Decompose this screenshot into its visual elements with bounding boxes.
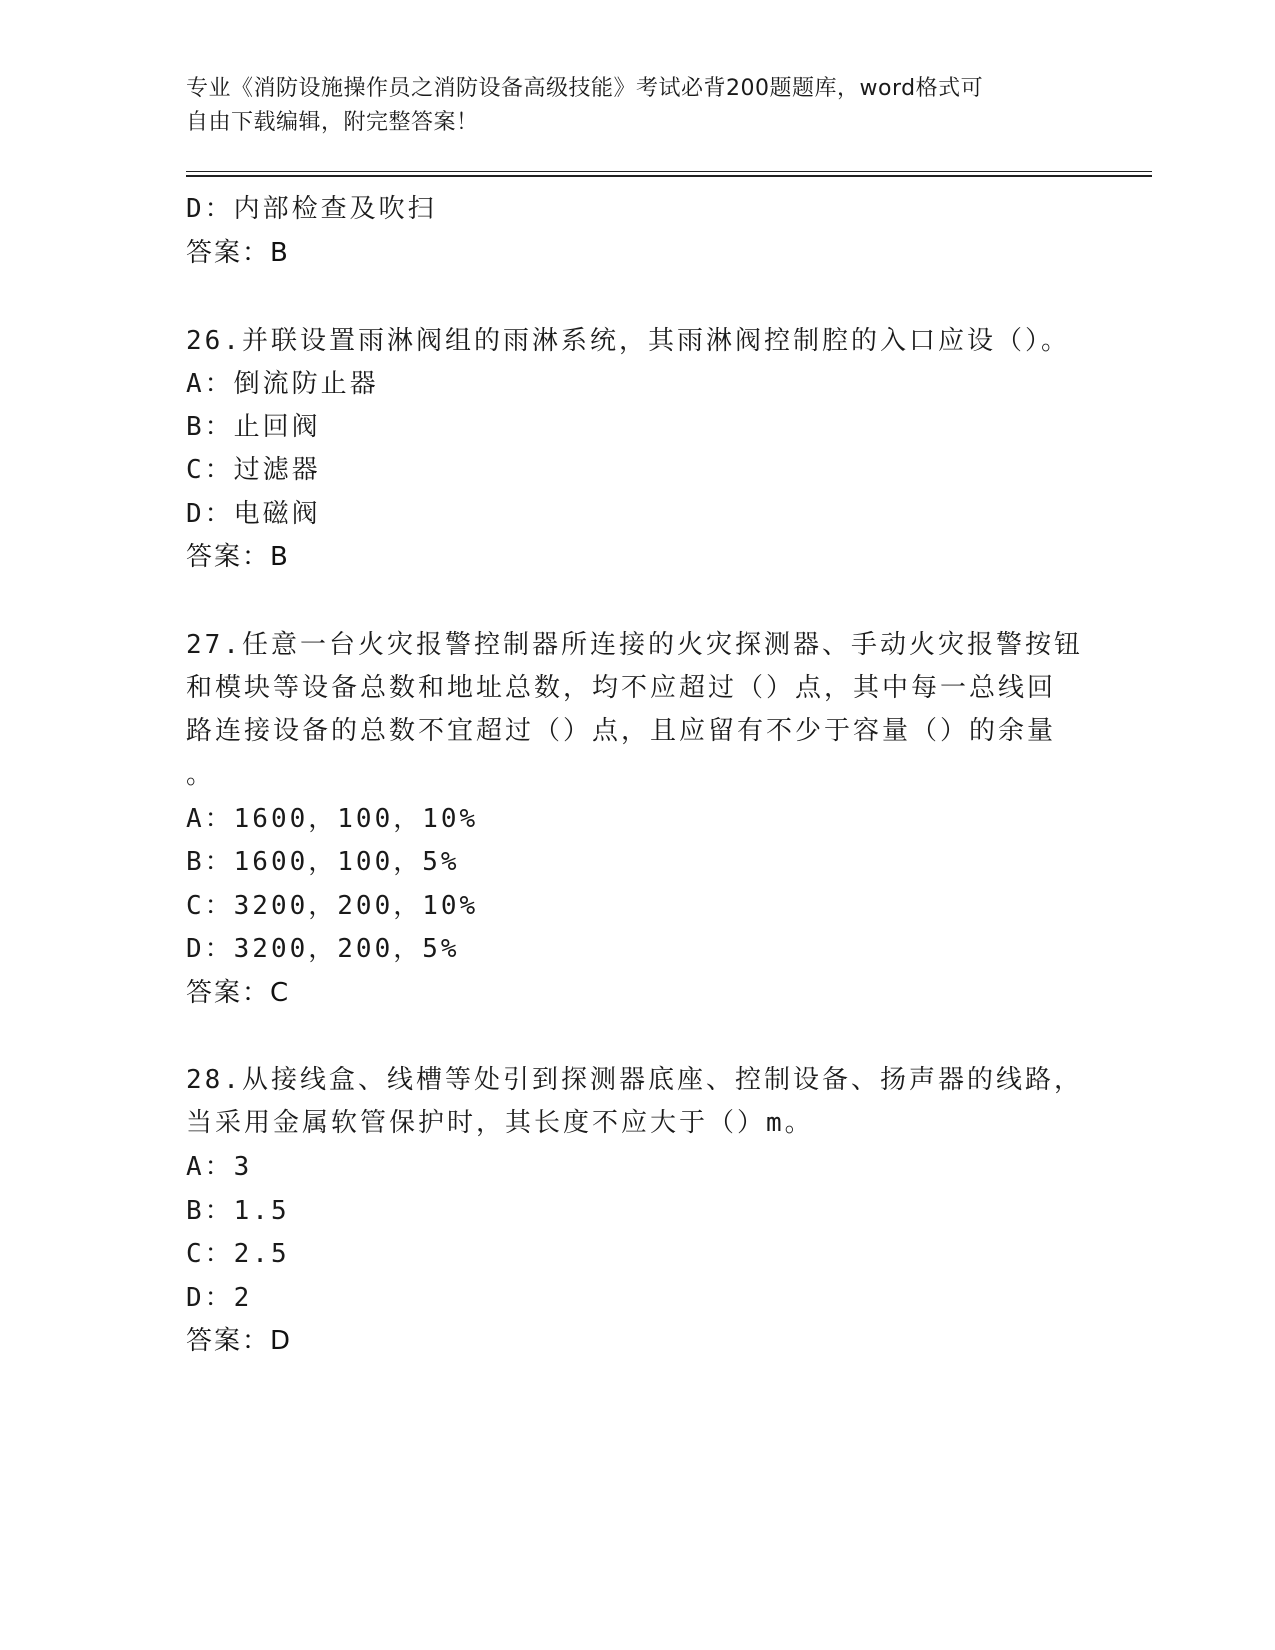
question-stem: 路连接设备的总数不宜超过（）点，且应留有不少于容量（）的余量 (186, 716, 1057, 746)
header-divider-thick (186, 175, 1152, 177)
option-b: B：止回阀 (186, 412, 321, 442)
option-b: B：1600，100，5% (186, 847, 460, 877)
question-stem: 当采用金属软管保护时，其长度不应大于（）m。 (186, 1108, 814, 1138)
answer-line: 答案：D (186, 1326, 293, 1356)
answer-line: 答案：C (186, 978, 291, 1008)
header-line-2: 自由下载编辑，附完整答案！ (186, 110, 479, 135)
question-stem: 27.任意一台火灾报警控制器所连接的火灾探测器、手动火灾报警按钮 (186, 630, 1083, 660)
option-c: C：2.5 (186, 1239, 290, 1269)
question-stem: 和模块等设备总数和地址总数，均不应超过（）点，其中每一总线回 (186, 673, 1057, 703)
question-stem: 。 (186, 760, 216, 790)
option-d: D：3200，200，5% (186, 934, 460, 964)
option-d: D：2 (186, 1283, 253, 1313)
question-stem: 28.从接线盒、线槽等处引到探测器底座、控制设备、扬声器的线路， (186, 1065, 1083, 1095)
question-stem: 26.并联设置雨淋阀组的雨淋系统，其雨淋阀控制腔的入口应设（）。 (186, 326, 1070, 356)
option-d: D：内部检查及吹扫 (186, 194, 437, 224)
option-b: B：1.5 (186, 1196, 290, 1226)
answer-line: 答案：B (186, 238, 290, 268)
option-a: A：1600，100，10% (186, 804, 479, 834)
option-d: D：电磁阀 (186, 499, 321, 529)
header-line-1: 专业《消防设施操作员之消防设备高级技能》考试必背200题题库，word格式可 (186, 76, 984, 101)
header-divider-thin (186, 171, 1152, 172)
answer-line: 答案：B (186, 542, 290, 572)
option-a: A：3 (186, 1152, 253, 1182)
option-c: C：3200，200，10% (186, 891, 479, 921)
option-a: A：倒流防止器 (186, 369, 379, 399)
option-c: C：过滤器 (186, 455, 321, 485)
document-header (186, 72, 1076, 140)
